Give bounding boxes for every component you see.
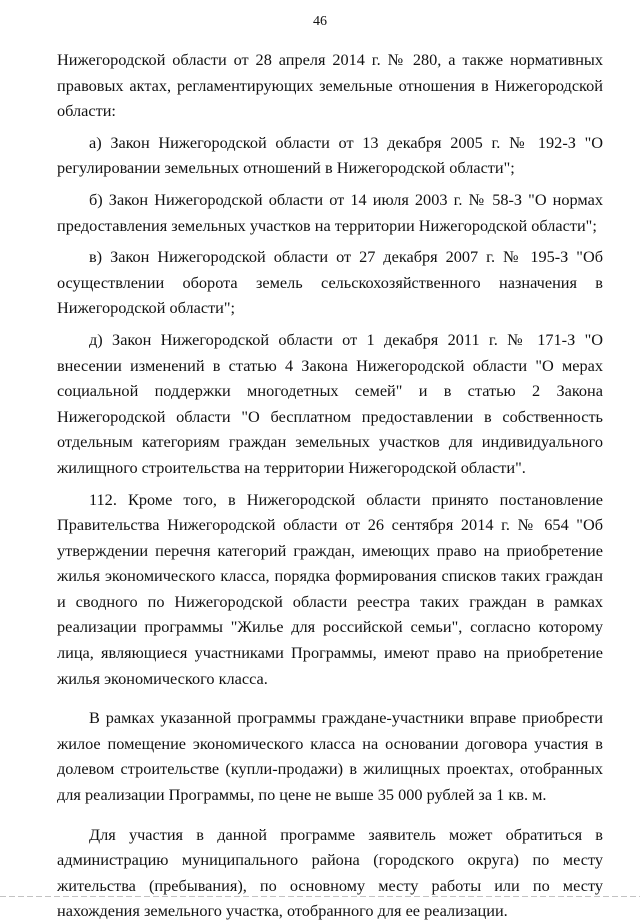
paragraph-law-v: в) Закон Нижегородской области от 27 декабря 2007 г. № 195-З "Об осуществлении оборота земель сельскохозяйственного назначения в Нижегородской области";	[57, 247, 603, 318]
page-bottom-edge	[0, 896, 640, 897]
paragraph-participation: Для участия в данной программе заявитель может обратиться в администрацию муниципального района (городского округа) по месту жительства (пребывания), по основному месту работы или по месту нахождения земельного участка, отобранного для ее реализации.	[57, 824, 603, 921]
paragraph-law-b: б) Закон Нижегородской области от 14 июля 2003 г. № 58-З "О нормах предоставления земельных участков на территории Нижегородской области";	[57, 189, 603, 235]
page-number: 46	[313, 14, 327, 29]
paragraph-program-terms: В рамках указанной программы граждане-участники вправе приобрести жилое помещение экономического класса на основании договора участия в долевом строительстве (купли-продажи) в жилищных проектах, отобранных для реализации Программы, по цене не выше 35 000 рублей за 1 кв. м.	[57, 708, 603, 805]
paragraph-law-d: д) Закон Нижегородской области от 1 декабря 2011 г. № 171-З "О внесении изменений в статью 4 Закона Нижегородской области "О мерах социальной поддержки многодетных семей" и в статью 2 Закона Нижегородской области "О бесплатном предоставлении в собственность отдельным категориям граждан земельных участков для индивидуального жилищного строительства на территории Нижегородской области".	[57, 329, 603, 477]
document-body	[57, 47, 603, 924]
paragraph-law-a: а) Закон Нижегородской области от 13 декабря 2005 г. № 192-З "О регулировании земельных отношений в Нижегородской области";	[57, 132, 603, 178]
paragraph-112: 112. Кроме того, в Нижегородской области принято постановление Правительства Нижегородской области от 26 сентября 2014 г. № 654 "Об утверждении перечня категорий граждан, имеющих право на приобретение жилья экономического класса, порядка формирования списков таких граждан и сводного по Нижегородской области реестра таких граждан в рамках реализации программы "Жилье для российской семьи", согласно которому лица, являющиеся участниками Программы, имеют право на приобретение жилья экономического класса.	[57, 489, 603, 688]
paragraph-intro-continuation: Нижегородской области от 28 апреля 2014 г. № 280, а также нормативных правовых актах, регламентирующих земельные отношения в Нижегородской области:	[57, 50, 603, 121]
